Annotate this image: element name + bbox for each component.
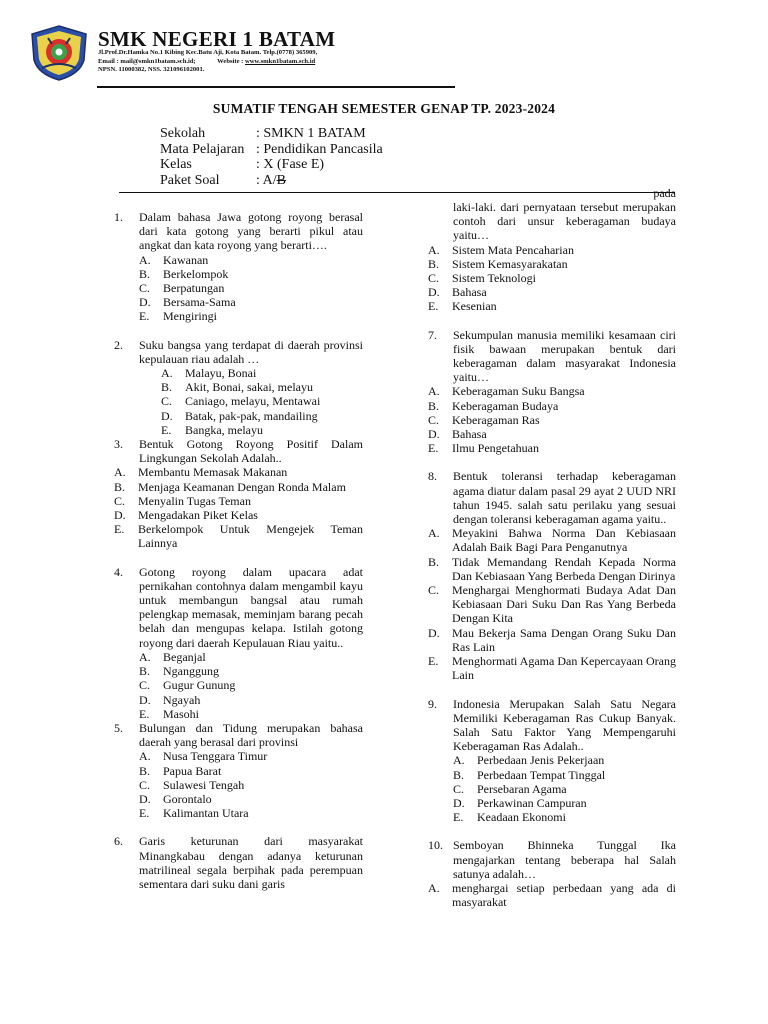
school-name: SMK NEGERI 1 BATAM [98, 27, 336, 51]
option-c[interactable]: C. Gugur Gunung [139, 678, 236, 693]
option-e[interactable]: E. Keadaan Ekonomi [453, 810, 566, 825]
option-b[interactable]: B. Berkelompok [139, 266, 229, 281]
question-6: 6. Garis keturunan dari masyarakat Minangkabau dengan adanya keturunan matrilineal segala berpihak pada perempuan sementara dari suku dani garis [114, 834, 363, 891]
question-text: laki-laki. dari pernyataan tersebut merupakan contoh dari unsur keberagaman budaya yaitu… [453, 200, 676, 243]
website-label: Website : [217, 57, 244, 65]
option-c[interactable]: C. Sulawesi Tengah [139, 777, 245, 792]
question-text: Sekumpulan manusia memiliki kesamaan ciri fisik bawaan merupakan bentuk dari keberagaman dalam masyarakat Indonesia yaitu… [453, 327, 676, 385]
option-a[interactable]: A. Beganjal [139, 649, 206, 664]
question-text: Garis keturunan dari masyarakat Minangkabau dengan adanya keturunan matrilineal segala berpihak pada perempuan sementara dari suku dani garis [139, 834, 363, 891]
option-c[interactable]: C. Menyalin Tugas Teman [114, 493, 251, 508]
question-8: 8. Bentuk toleransi terhadap keberagaman agama diatur dalam pasal 29 ayat 2 UUD NRI tahun 1945. salah satu perilaku yang sesuai dengan toleransi keberagaman agama yaitu.. A. Meyakini Bahwa Norma Dan Kebiasaan Adalah Baik Bagi Para Penganutnya B. Tidak Memandang Rendah Kepada Norma Dan Kebiasaan Yang Berbeda Dengan Dirinya C. Menghargai Menghormati Budaya Adat Dan Kebiasaan Dari Suku Dan Ras Yang Berbeda Dengan Kita D. Mau Bekerja Sama Dengan Orang Suku Dan Ras Lain E. Menghormati Agama Dan Kepercayaan Orang Lain [428, 469, 676, 683]
option-e[interactable]: E. Masohi [139, 706, 199, 721]
option-c[interactable]: C. Sistem Teknologi [428, 271, 536, 286]
school-contact [98, 58, 315, 67]
exam-info [160, 126, 383, 188]
option-c[interactable]: C. Caniago, melayu, Mentawai [161, 394, 321, 409]
option-a[interactable]: A. Kawanan [139, 252, 209, 267]
option-b[interactable]: B. Perbedaan Tempat Tinggal [453, 767, 606, 782]
option-e[interactable]: E. Kesenian [428, 299, 497, 314]
question-text: Bulungan dan Tidung merupakan bahasa daerah yang berasal dari provinsi [139, 720, 363, 750]
question-10: 10. Semboyan Bhinneka Tunggal Ika mengajarkan tentang beberapa hal Salah satunya adalah… A. menghargai setiap perbedaan yang ada di masyarakat [428, 838, 676, 910]
option-a[interactable]: A. menghargai setiap perbedaan yang ada di masyarakat [428, 880, 676, 910]
option-e[interactable]: E. Ilmu Pengetahuan [428, 441, 539, 456]
option-b[interactable]: B. Sistem Kemasyarakatan [428, 256, 568, 271]
question-text: Suku bangsa yang terdapat di daerah provinsi kepulauan riau adalah … [139, 337, 363, 366]
option-b[interactable]: B. Keberagaman Budaya [428, 398, 559, 413]
option-c[interactable]: C. Keberagaman Ras [428, 412, 540, 427]
option-d[interactable]: D. Gorontalo [139, 791, 212, 806]
school-npsn: NPSN. 11000382, NSS. 321096102001. [98, 66, 205, 73]
option-d[interactable]: D. Mau Bekerja Sama Dengan Orang Suku Dan Ras Lain [428, 625, 676, 654]
option-b[interactable]: B. Menjaga Keamanan Dengan Ronda Malam [114, 479, 346, 494]
option-c[interactable]: C. Persebaran Agama [453, 781, 567, 796]
question-text: Bentuk Gotong Royong Positif Dalam Lingkungan Sekolah Adalah.. [139, 437, 363, 466]
question-text: Semboyan Bhinneka Tunggal Ika mengajarkan tentang beberapa hal Salah satunya adalah… [453, 838, 676, 881]
info-row-class: Kelas : X (Fase E) [160, 157, 325, 172]
option-a[interactable]: A. Keberagaman Suku Bangsa [428, 384, 585, 399]
option-d[interactable]: D. Bahasa [428, 285, 487, 300]
option-e[interactable]: E. Bangka, melayu [161, 422, 263, 437]
info-row-subject: Mata Pelajaran : Pendidikan Pancasila [160, 141, 383, 157]
school-email: Email : mail@smkn1batam.sch.id; [98, 57, 196, 65]
question-5: 5. Bulungan dan Tidung merupakan bahasa daerah yang berasal dari provinsi A. Nusa Tenggara Timur B. Papua Barat C. Sulawesi Tengah D. Gorontalo E. Kalimantan Utara [114, 720, 363, 821]
option-e[interactable]: E. Menghormati Agama Dan Kepercayaan Orang Lain [428, 654, 676, 683]
school-website-link[interactable]: www.smkn1batam.sch.id [245, 57, 316, 65]
option-a[interactable]: A. Meyakini Bahwa Norma Dan Kebiasaan Adalah Baik Bagi Para Penganutnya [428, 526, 676, 555]
option-a[interactable]: A. Sistem Mata Pencaharian [428, 242, 574, 257]
question-7: 7. Sekumpulan manusia memiliki kesamaan ciri fisik bawaan merupakan bentuk dari keberagaman dalam masyarakat Indonesia yaitu… A. Keberagaman Suku Bangsa B. Keberagaman Budaya C. Keberagaman Ras D. Bahasa E. Ilmu Pengetahuan [428, 327, 676, 456]
school-logo [28, 24, 90, 82]
option-d[interactable]: D. Batak, pak-pak, mandailing [161, 408, 318, 423]
option-d[interactable]: D. Bersama-Sama [139, 295, 236, 310]
left-column [114, 210, 363, 891]
info-row-school: Sekolah : SMKN 1 BATAM [160, 126, 366, 141]
option-c[interactable]: C. Berpatungan [139, 281, 225, 296]
question-4: 4. Gotong royong dalam upacara adat pernikahan contohnya dalam mengambil kayu untuk membangun bangsal atau rumah pelengkap memasak, meminjam barang pecah belah dan mengupas kelapa. Istilah gotong royong dari daerah Kepulauan Riau yaitu.. A. Beganjal B. Nganggung C. Gugur Gunung D. Ngayah E. Masohi [114, 564, 363, 721]
option-e[interactable]: E. Berkelompok Untuk Mengejek Teman Lainnya [114, 522, 363, 551]
option-b[interactable]: B. Akit, Bonai, sakai, melayu [161, 380, 313, 395]
option-b[interactable]: B. Nganggung [139, 664, 219, 679]
option-d[interactable]: D. Perkawinan Campuran [453, 795, 587, 810]
question-text: Gotong royong dalam upacara adat pernikahan contohnya dalam mengambil kayu untuk membangun bangsal atau rumah pelengkap memasak, meminjam barang pecah belah dan mengupas kelapa. Istilah gotong royong dari daerah Kepulauan Riau yaitu.. [139, 564, 363, 650]
question-6-continued: pada laki-laki. dari pernyataan tersebut merupakan contoh dari unsur keberagaman budaya yaitu… A. Sistem Mata Pencaharian B. Sistem Kemasyarakatan C. Sistem Teknologi D. Bahasa E. Kesenian [428, 186, 676, 314]
option-d[interactable]: D. Mengadakan Piket Kelas [114, 508, 258, 523]
option-c[interactable]: C. Menghargai Menghormati Budaya Adat Dan Kebiasaan Dari Suku Dan Ras Yang Berbeda Dengan Kita [428, 583, 676, 626]
option-a[interactable]: A. Nusa Tenggara Timur [139, 749, 268, 764]
question-1: 1. Dalam bahasa Jawa gotong royong berasal dari kata gotong yang berarti pikul atau angkat dan kata royong yang berarti…. A. Kawanan B. Berkelompok C. Berpatungan D. Bersama-Sama E. Mengiringi [114, 210, 363, 324]
option-e[interactable]: E. Mengiringi [139, 309, 217, 324]
option-a[interactable]: A. Membantu Memasak Makanan [114, 465, 288, 480]
option-a[interactable]: A. Perbedaan Jenis Pekerjaan [453, 753, 605, 768]
question-9: 9. Indonesia Merupakan Salah Satu Negara Memiliki Keberagaman Ras Cukup Banyak. Salah Satu Faktor Yang Mempengaruhi Keberagaman Ras Adalah.. A. Perbedaan Jenis Pekerjaan B. Perbedaan Tempat Tinggal C. Persebaran Agama D. Perkawinan Campuran E. Keadaan Ekonomi [428, 696, 676, 825]
option-e[interactable]: E. Kalimantan Utara [139, 806, 249, 821]
exam-title: SUMATIF TENGAH SEMESTER GENAP TP. 2023-2024 [212, 101, 556, 116]
option-b[interactable]: B. Papua Barat [139, 763, 222, 778]
question-text: Indonesia Merupakan Salah Satu Negara Memiliki Keberagaman Ras Cukup Banyak. Salah Satu Faktor Yang Mempengaruhi Keberagaman Ras Adalah.. [453, 696, 676, 754]
info-row-package: Paket Soal : A/B [160, 172, 286, 188]
question-text: Dalam bahasa Jawa gotong royong berasal dari kata gotong yang berarti pikul atau angkat dan kata royong yang berarti…. [139, 210, 363, 253]
question-text: Bentuk toleransi terhadap keberagaman agama diatur dalam pasal 29 ayat 2 UUD NRI tahun 1945. salah satu perilaku yang sesuai dengan toleransi keberagaman agama yaitu.. [453, 469, 676, 527]
option-d[interactable]: D. Ngayah [139, 692, 201, 707]
option-d[interactable]: D. Bahasa [428, 427, 487, 442]
school-address: Jl.Prof.Dr.Hamka No.1 Kibing Kec.Batu Aji, Kota Batam. Telp.(0778) 365909, [98, 49, 318, 56]
header-divider [97, 86, 455, 88]
option-b[interactable]: B. Tidak Memandang Rendah Kepada Norma Dan Kebiasaan Yang Berbeda Dengan Dirinya [428, 554, 676, 583]
right-column [428, 186, 676, 909]
question-3: 3. Bentuk Gotong Royong Positif Dalam Lingkungan Sekolah Adalah.. [114, 437, 363, 466]
question-2: 2. Suku bangsa yang terdapat di daerah provinsi kepulauan riau adalah … A. Malayu, Bonai B. Akit, Bonai, sakai, melayu C. Caniago, melayu, Mentawai D. Batak, pak-pak, mandailing E. Bangka, melayu [114, 337, 363, 437]
option-a[interactable]: A. Malayu, Bonai [161, 366, 257, 381]
